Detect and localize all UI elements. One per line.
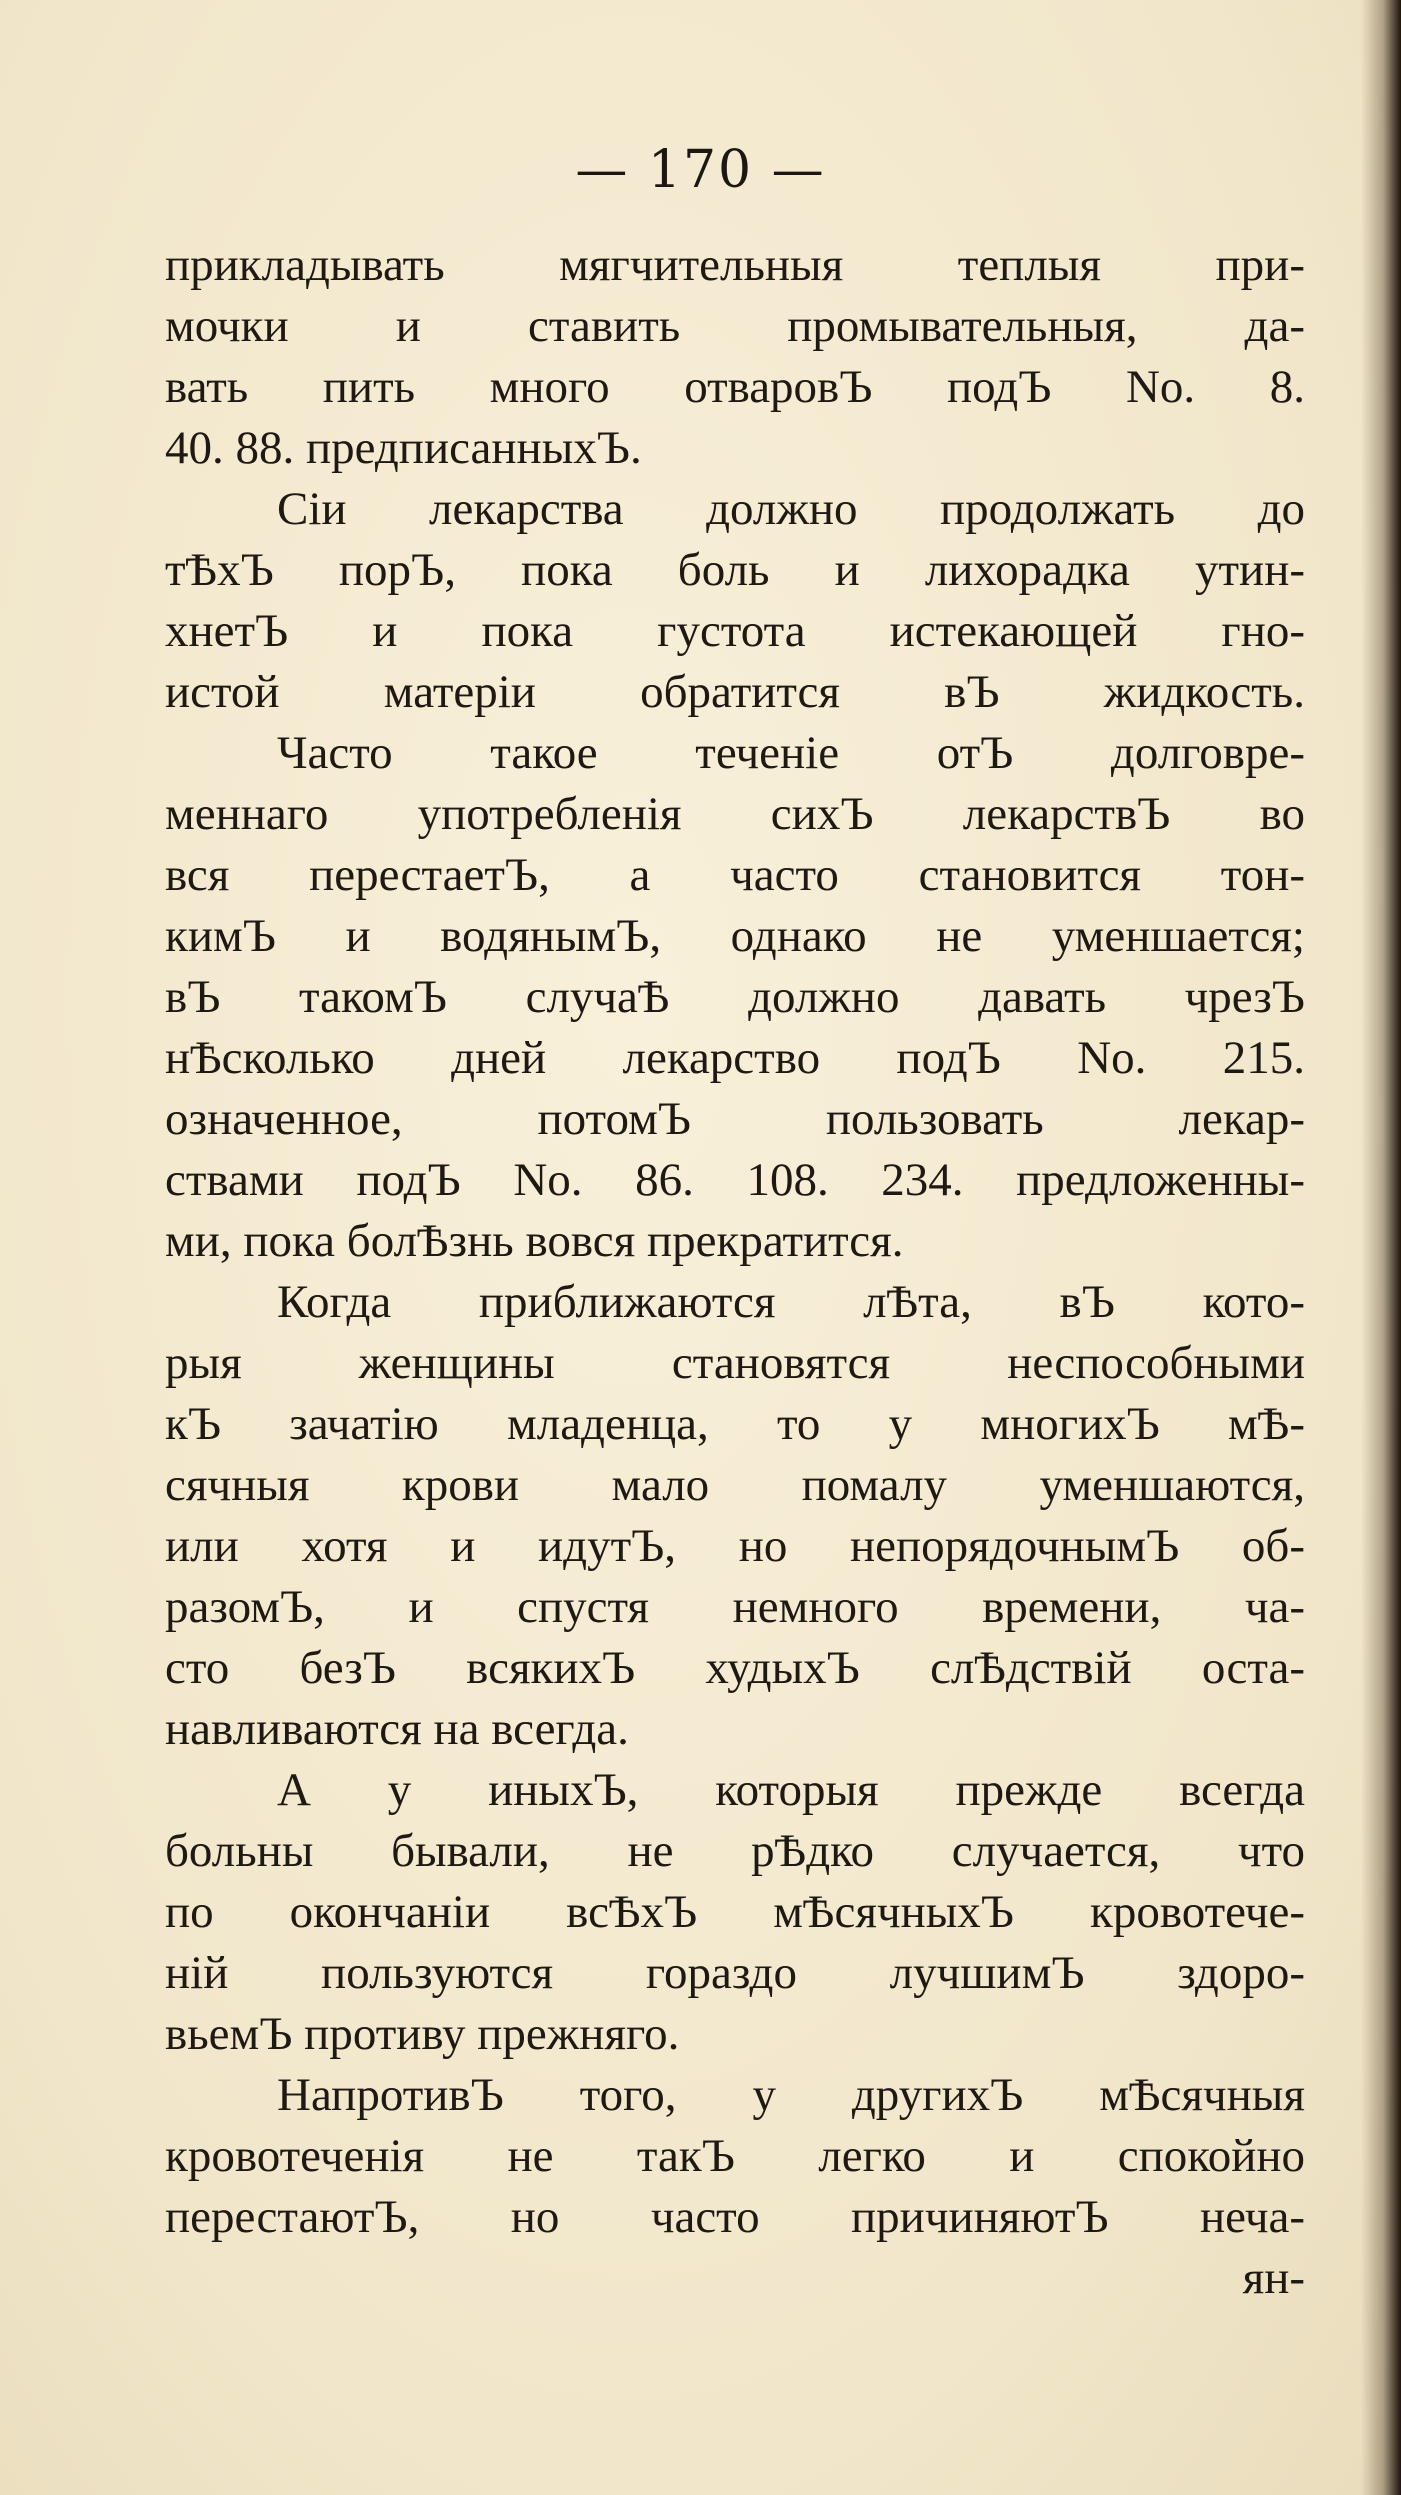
body-text (165, 235, 1305, 2309)
text-line: сячныя крови мало помалу уменшаются, (165, 1459, 1305, 1511)
text-line: кЪ зачатію младенца, то у многихЪ мѢ- (165, 1398, 1305, 1450)
text-line: сто безЪ всякихЪ худыхЪ слѢдствій оста- (165, 1642, 1305, 1694)
text-line: 40. 88. предписанныхЪ. (165, 422, 642, 474)
paragraph-start: Часто такое теченіе отЪ долговре- (277, 727, 1305, 779)
paragraph-start: НапротивЪ того, у другихЪ мѢсячныя (277, 2069, 1305, 2121)
text-line: прикладывать мягчительныя теплыя при- (165, 239, 1305, 291)
text-line: нѢсколько дней лекарство подЪ No. 215. (165, 1032, 1305, 1084)
paragraph-start: Когда приближаются лѢта, вЪ кото- (277, 1276, 1305, 1328)
text-line: вьемЪ противу прежняго. (165, 2008, 680, 2060)
text-line: ми, пока болѢзнь вовся прекратится. (165, 1215, 904, 1267)
text-line: мочки и ставить промывательныя, да- (165, 300, 1305, 352)
text-line: ній пользуются гораздо лучшимЪ здоро- (165, 1947, 1305, 1999)
text-line: означенное, потомЪ пользовать лекар- (165, 1093, 1305, 1145)
text-line: рыя женщины становятся неспособными (165, 1337, 1305, 1389)
text-line: ствами подЪ No. 86. 108. 234. предложенны- (165, 1154, 1305, 1206)
page-edge-shadow (1361, 0, 1401, 2495)
text-line: кровотеченія не такЪ легко и спокойно (165, 2130, 1305, 2182)
text-line: вся перестаетЪ, а часто становится тон- (165, 849, 1305, 901)
text-line: вЪ такомЪ случаѢ должно давать чрезЪ (165, 971, 1305, 1023)
text-line: по окончаніи всѢхЪ мѢсячныхЪ кровотече- (165, 1886, 1305, 1938)
paragraph-start: А у иныхЪ, которыя прежде всегда (277, 1764, 1305, 1816)
text-line: хнетЪ и пока густота истекающей гно- (165, 605, 1305, 657)
text-line: вать пить много отваровЪ подЪ No. 8. (165, 361, 1305, 413)
catchword: ян- (1242, 2252, 1305, 2304)
text-line: меннаго употребленія сихЪ лекарствЪ во (165, 788, 1305, 840)
text-line: истой матеріи обратится вЪ жидкость. (165, 666, 1305, 718)
text-line: перестаютЪ, но часто причиняютЪ неча- (165, 2191, 1305, 2243)
text-line: больны бывали, не рѢдко случается, что (165, 1825, 1305, 1877)
paragraph-start: Сіи лекарства должно продолжать до (277, 483, 1305, 535)
text-line: тѢхЪ порЪ, пока боль и лихорадка утин- (165, 544, 1305, 596)
text-line: кимЪ и водянымЪ, однако не уменшается; (165, 910, 1305, 962)
text-line: или хотя и идутЪ, но непорядочнымЪ об- (165, 1520, 1305, 1572)
text-line: разомЪ, и спустя немного времени, ча- (165, 1581, 1305, 1633)
page-number: — 170 — (575, 140, 826, 200)
text-line: навливаются на всегда. (165, 1703, 629, 1755)
